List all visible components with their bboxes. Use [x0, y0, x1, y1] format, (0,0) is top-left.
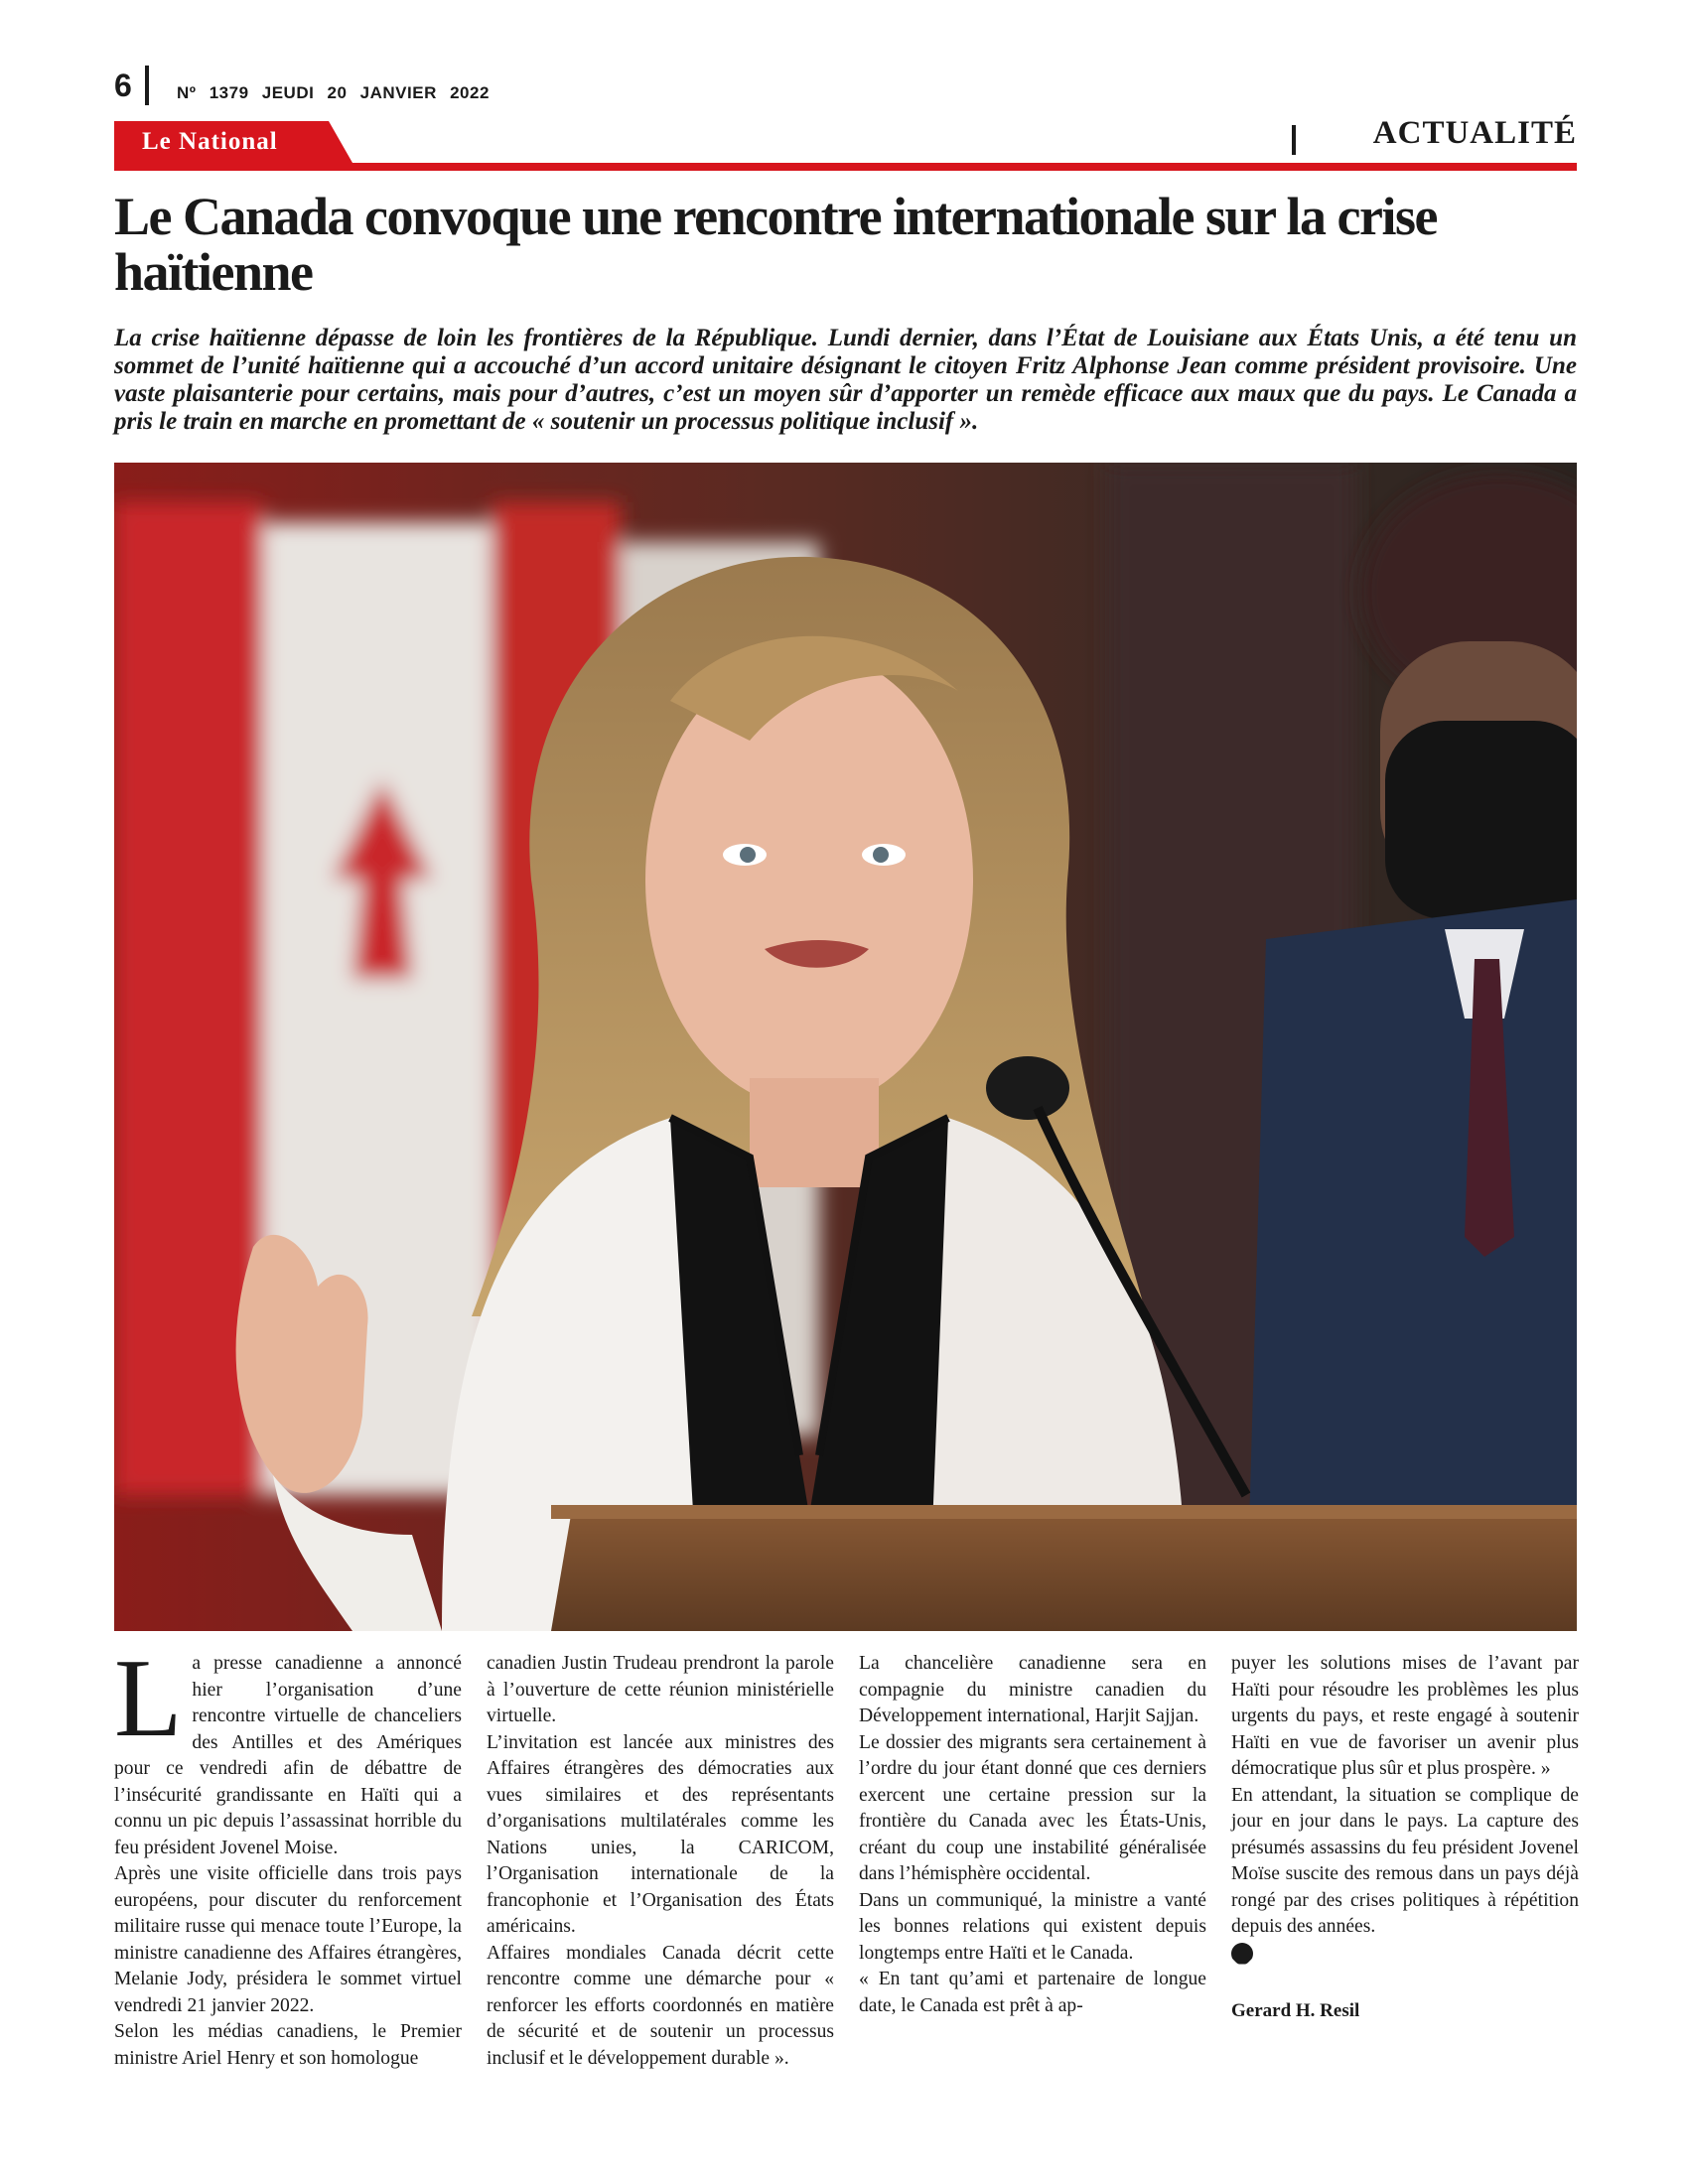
paragraph: En attendant, la situation se complique de jour en jour dans le pays. La capture des présumés assassins du feu président Jovenel Moïse suscite des remous dans un pays déjà rongé par des crises politiques à répétition depuis des années.	[1231, 1784, 1579, 1937]
paragraph: puyer les solutions mises de l’avant par Haïti pour résoudre les problèmes les plus urgents du pays, et reste engagé à soutenir Haïti en vue de favoriser un avenir plus démocratique plus sûr et plus prospère. »	[1231, 1653, 1579, 1779]
issue-line: Nº 1379 JEUDI 20 JANVIER 2022	[177, 83, 490, 102]
paragraph: canadien Justin Trudeau prendront la parole à l’ouverture de cette réunion ministérielle virtuelle.	[487, 1653, 834, 1726]
paragraph: Dans un communiqué, la ministre a vanté les bonnes relations qui existent depuis longtemps entre Haïti et le Canada.	[859, 1889, 1206, 1964]
paragraph: Affaires mondiales Canada décrit cette rencontre comme une démarche pour « renforcer les efforts coordonnés en matière de sécurité et de soutenir un processus inclusif et le développement durable ».	[487, 1942, 834, 2069]
press-conference-illustration	[114, 463, 1577, 1631]
byline: Gerard H. Resil	[1231, 2000, 1360, 2021]
article-headline: Le Canada convoque une rencontre internationale sur la crise haïtienne	[114, 187, 1437, 302]
section-divider	[1292, 125, 1296, 155]
paragraph: Selon les médias canadiens, le Premier ministre Ariel Henry et son homologue	[114, 2021, 462, 2069]
article-column-4	[1231, 1651, 1579, 2025]
article-photo	[114, 463, 1577, 1631]
article-lead: La crise haïtienne dépasse de loin les frontières de la République. Lundi dernier, dans l’État de Louisiane aux États Unis, a été tenu un sommet de l’unité haïtienne qui a accouché d’un accord unitaire désignant le citoyen Fritz Alphonse Jean comme président provisoire. Une vaste plaisanterie pour certains, mais pour d’autres, c’est un moyen sûr d’apporter un remède efficace aux maux que du pays. Le Canada a pris le train en marche en promettant de « soutenir un processus politique inclusif ».	[114, 325, 1577, 435]
page-number: 6	[114, 68, 132, 103]
end-mark-icon	[1231, 1943, 1253, 1965]
paragraph: Le dossier des migrants sera certainement à l’ordre du jour étant donné que ces derniers exercent une certaine pression sur la frontière du Canada avec les États-Unis, créant du coup une instabilité généralisée dans l’hémisphère occidental.	[859, 1731, 1206, 1884]
paragraph: Après une visite officielle dans trois pays européens, pour discuter du renforcement militaire russe qui menace toute l’Europe, la ministre canadienne des Affaires étrangères, Melanie Jody, présidera le sommet virtuel vendredi 21 janvier 2022.	[114, 1863, 462, 2016]
paragraph: « En tant qu’ami et partenaire de longue date, le Canada est prêt à ap-	[859, 1969, 1206, 2016]
page-number-divider	[145, 66, 149, 105]
podium-edge	[551, 1505, 1577, 1519]
article-column-2	[487, 1651, 834, 2072]
article-column-3	[859, 1651, 1206, 2019]
header-rule	[114, 163, 1577, 171]
paragraph: a presse canadienne a annoncé hier l’organisation d’une rencontre virtuelle de chanceliers des Antilles et des Amériques pour ce vendredi afin de débattre de l’insécurité grandissante en Haïti qui a connu un pic depuis l’assassinat horrible du feu président Jovenel Moise.	[114, 1653, 462, 1858]
paragraph: L’invitation est lancée aux ministres des Affaires étrangères des démocraties aux vues similaires et des représentants d’organisations multilatérales comme les Nations unies, la CARICOM, l’Organisation internationale de la francophonie et l’Organisation des États américains.	[487, 1731, 834, 1937]
paragraph: La chancelière canadienne sera en compagnie du ministre canadien du Développement international, Harjit Sajjan.	[859, 1653, 1206, 1726]
podium	[551, 1505, 1577, 1631]
article-column-1	[114, 1637, 462, 2072]
section-title: ACTUALITÉ	[1372, 115, 1577, 151]
drop-cap: L	[114, 1637, 183, 1760]
brand-name: Le National	[142, 128, 278, 155]
